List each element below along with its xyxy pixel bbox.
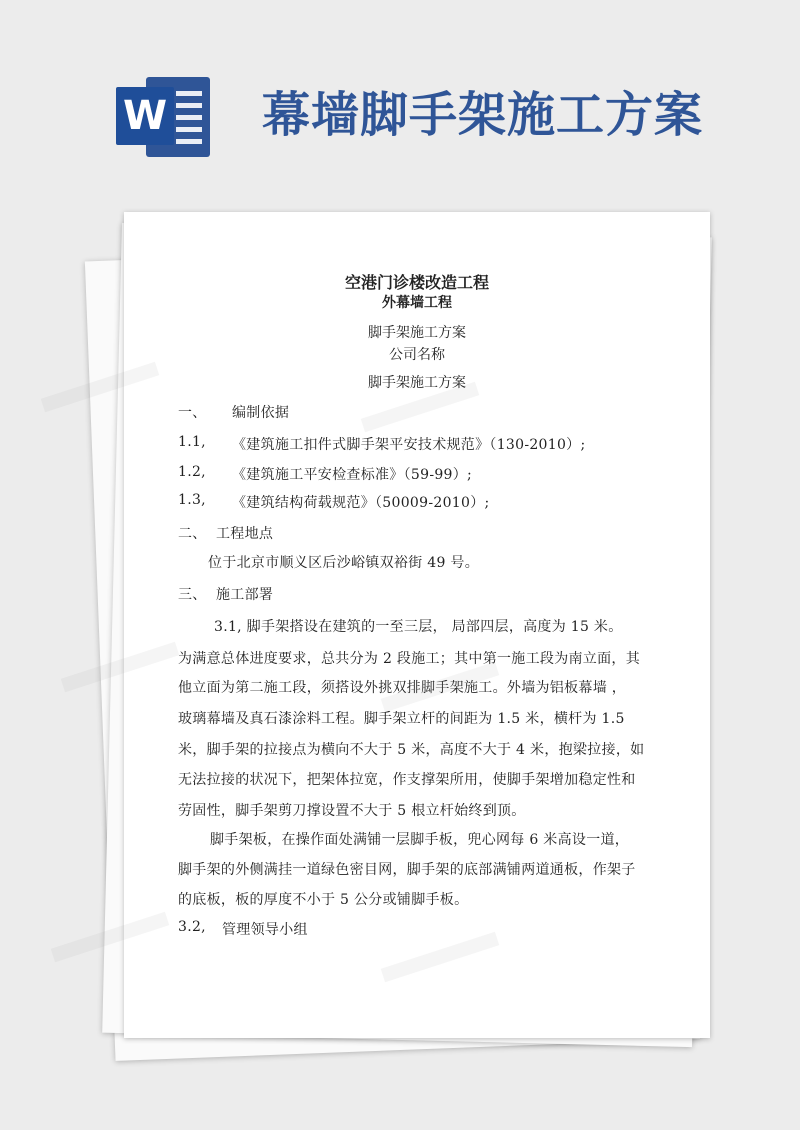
item-text: 《建筑结构荷载规范》（50009-2010）; [232, 495, 490, 511]
item-number: 1.2, [178, 464, 206, 480]
section-number: 三、 [178, 587, 207, 603]
paragraph-line: 他立面为第二施工段，须搭设外挑双排脚手架施工。外墙为铝板幕墙 ， [178, 680, 627, 696]
paragraph-line: 米，脚手架的拉接点为横向不大于 5 米，高度不大于 4 米，抱梁拉接，如 [178, 742, 645, 758]
document-page [124, 212, 710, 1038]
paragraph-line: 3.1, 脚手架搭设在建筑的一至三层， 局部四层，高度为 15 米。 [214, 619, 623, 635]
paragraph-line: 劳固性，脚手架剪刀撑设置不大于 5 根立杆始终到顶。 [178, 803, 526, 819]
doc-title-line1: 空港门诊楼改造工程 [344, 273, 489, 292]
item-text: 《建筑施工平安检查标准》（59-99）; [232, 467, 473, 483]
item-text: 管理领导小组 [222, 922, 308, 938]
item-number: 3.2, [178, 919, 206, 935]
item-text: 《建筑施工扣件式脚手架平安技术规范》（130-2010）; [232, 437, 586, 453]
section-title: 施工部署 [216, 587, 274, 603]
section-number: 二、 [178, 526, 207, 542]
item-number: 1.1, [178, 434, 206, 450]
paragraph-line: 脚手架板，在操作面处满铺一层脚手板，兜心网每 6 米高设一道， [210, 832, 630, 848]
doc-subtitle-repeat: 脚手架施工方案 [368, 375, 466, 391]
word-logo-icon [116, 77, 216, 157]
paragraph-line: 玻璃幕墙及真石漆涂料工程。脚手架立杆的间距为 1.5 米，横杆为 1.5 [178, 711, 625, 727]
doc-subtitle: 脚手架施工方案 [368, 325, 466, 341]
paragraph-line: 为满意总体进度要求，总共分为 2 段施工；其中第一施工段为南立面，其 [178, 651, 641, 667]
doc-title-line2: 外幕墙工程 [382, 295, 452, 311]
paragraph-line: 的底板，板的厚度不小于 5 公分或铺脚手板。 [178, 892, 469, 908]
location-text: 位于北京市顺义区后沙峪镇双裕街 49 号。 [208, 555, 480, 571]
section-title: 工程地点 [216, 526, 274, 542]
paragraph-line: 无法拉接的状况下，把架体拉宽，作支撑架所用，使脚手架增加稳定性和 [178, 772, 636, 788]
company-name: 公司名称 [389, 347, 445, 363]
item-number: 1.3, [178, 492, 206, 508]
section-number: 一、 [178, 405, 207, 421]
paragraph-line: 脚手架的外侧满挂一道绿色密目网，脚手架的底部满铺两道通板，作架子 [178, 862, 636, 878]
section-title: 编制依据 [232, 405, 290, 421]
banner-title: 幕墙脚手架施工方案 [262, 87, 704, 143]
logo-letter: W [116, 87, 174, 145]
